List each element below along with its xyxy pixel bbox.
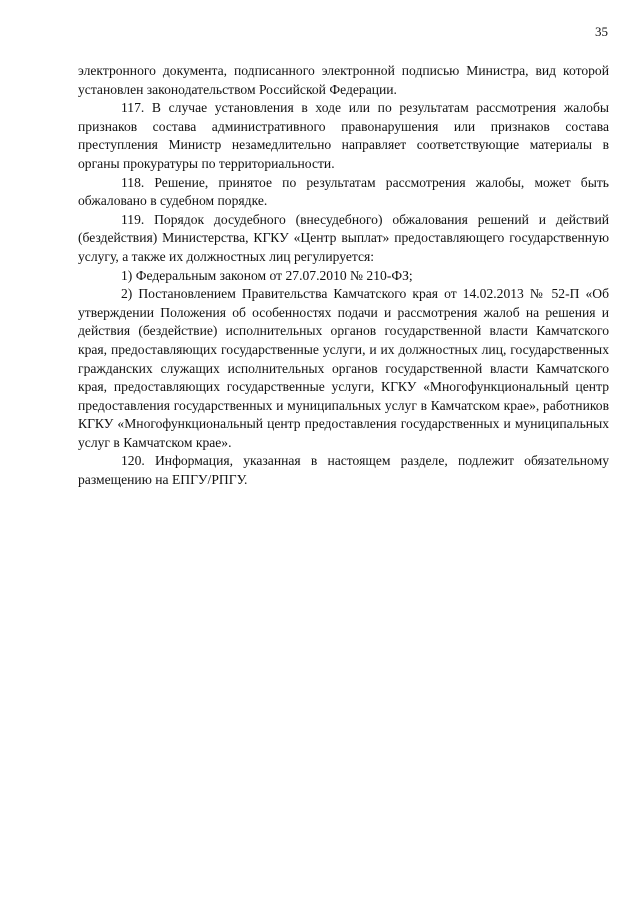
paragraph-continuation: электронного документа, подписанного электронной подписью Министра, вид которой установлен законодательством Российской Федерации.	[78, 63, 609, 97]
paragraph-117: 117. В случае установления в ходе или по результатам рассмотрения жалобы признаков состава административного правонарушения или признаков состава преступления Министр незамедлительно направляет соответствующие материалы в органы прокуратуры по территориальности.	[78, 100, 609, 171]
paragraph-119-item-1: 1) Федеральным законом от 27.07.2010 № 210-ФЗ;	[121, 267, 413, 283]
document-body	[78, 62, 609, 490]
paragraph-119: 119. Порядок досудебного (внесудебного) обжалования решений и действий (бездействия) Министерства, КГКУ «Центр выплат» предоставляющего государственную услугу, а также их должностных лиц регулируется:	[78, 211, 609, 264]
paragraph-120: 120. Информация, указанная в настоящем разделе, подлежит обязательному размещению на ЕПГУ/РПГУ.	[78, 453, 609, 488]
page-number: 35	[595, 24, 608, 39]
paragraph-119-item-2: 2) Постановлением Правительства Камчатского края от 14.02.2013 № 52-П «Об утверждении Положения об особенностях подачи и рассмотрения жалоб на решения и действия (бездействие) исполнительных органов государственной власти Камчатского края, предоставляющих государственные услуги, и их должностных лиц, государственных гражданских служащих исполнительных органов государственной власти Камчатского края, предоставляющих государственные услуги, КГКУ «Многофункциональный центр предоставления государственных и муниципальных услуг в Камчатском крае», работников КГКУ «Многофункциональный центр предоставления государственных и муниципальных услуг в Камчатском крае».	[78, 286, 609, 450]
paragraph-118: 118. Решение, принятое по результатам рассмотрения жалобы, может быть обжаловано в судебном порядке.	[78, 174, 609, 209]
